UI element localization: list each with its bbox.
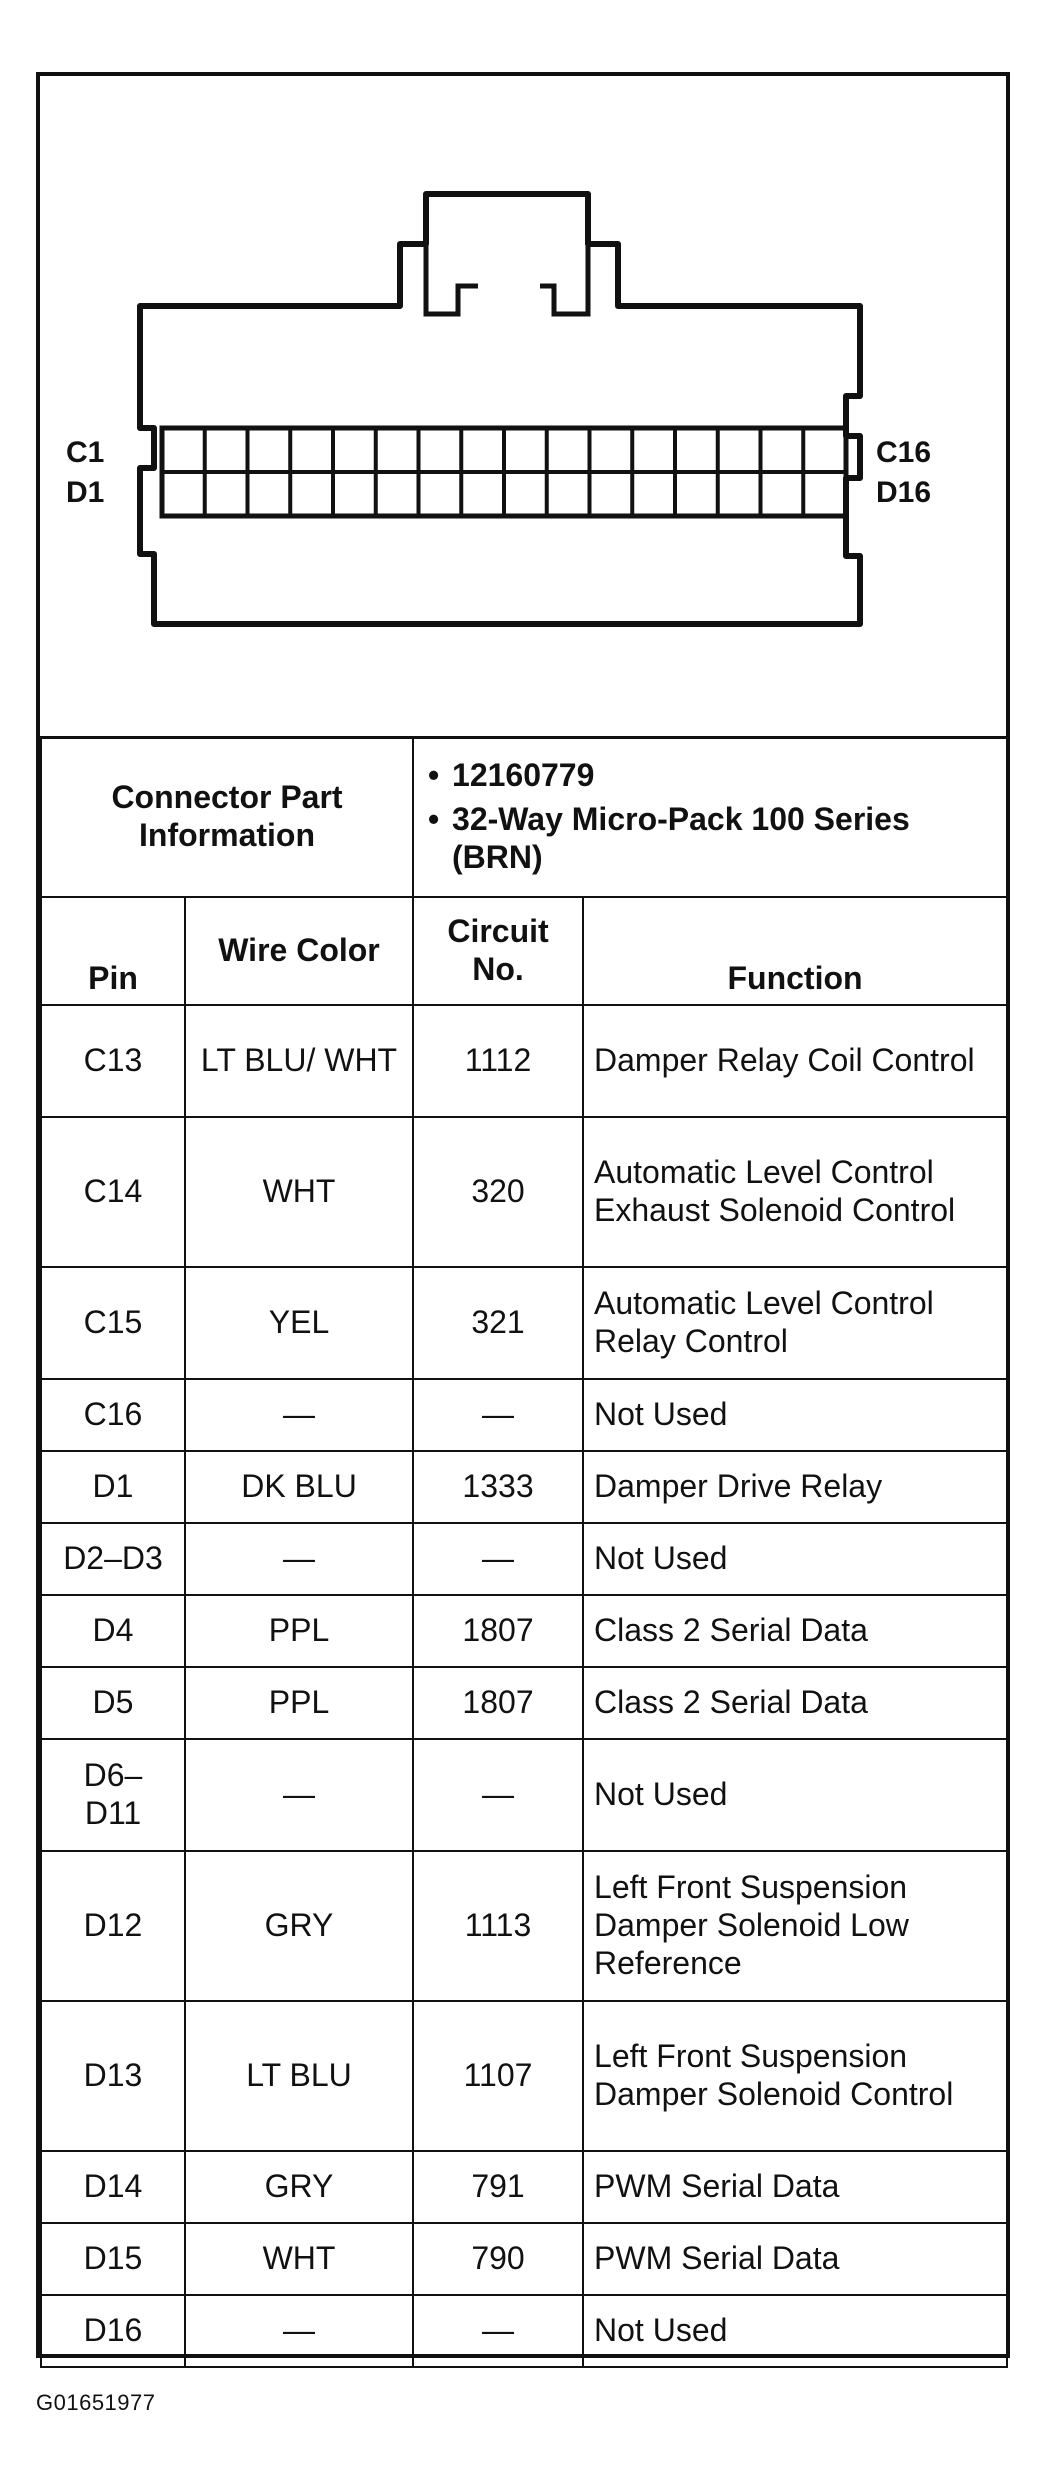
function-cell: Class 2 Serial Data — [583, 1667, 1007, 1739]
circuit-cell: 320 — [413, 1117, 583, 1267]
pin-cell: D5 — [41, 1667, 185, 1739]
circuit-cell: 791 — [413, 2151, 583, 2223]
header-pin: Pin — [41, 897, 185, 1005]
pin-label-d16: D16 — [876, 476, 932, 509]
wire-color-cell: GRY — [185, 1851, 413, 2001]
pin-cell: D13 — [41, 2001, 185, 2151]
table-row — [41, 1267, 1007, 1379]
wire-color-cell: — — [185, 2295, 413, 2367]
pin-cell: D2–D3 — [41, 1523, 185, 1595]
pin-cell: C15 — [41, 1267, 185, 1379]
latch-right — [540, 244, 588, 314]
table-row — [41, 1851, 1007, 2001]
table-row — [41, 1379, 1007, 1451]
wire-color-cell: — — [185, 1379, 413, 1451]
header-function: Function — [583, 897, 1007, 1005]
connector-diagram — [40, 76, 1006, 739]
wire-color-cell: LT BLU — [185, 2001, 413, 2151]
wire-color-cell: PPL — [185, 1595, 413, 1667]
header-wire-color: Wire Color — [185, 897, 413, 1005]
wire-color-cell: — — [185, 1739, 413, 1851]
latch-left — [426, 244, 478, 314]
table-row — [41, 1595, 1007, 1667]
function-cell: Not Used — [583, 1379, 1007, 1451]
pin-label-c16: C16 — [876, 436, 932, 469]
function-cell: Not Used — [583, 1523, 1007, 1595]
function-cell: Not Used — [583, 2295, 1007, 2367]
wire-color-cell: WHT — [185, 1117, 413, 1267]
circuit-cell: — — [413, 1523, 583, 1595]
pinout-table — [40, 736, 1008, 2368]
circuit-cell: 1113 — [413, 1851, 583, 2001]
wire-color-cell: LT BLU/ WHT — [185, 1005, 413, 1117]
table-row — [41, 1117, 1007, 1267]
part-info-item: • 12160779 — [424, 757, 996, 795]
table-row — [41, 2223, 1007, 2295]
table-row — [41, 1667, 1007, 1739]
circuit-cell: — — [413, 2295, 583, 2367]
circuit-cell: 1807 — [413, 1667, 583, 1739]
part-info-row — [41, 737, 1007, 897]
part-info-label: Connector Part Information — [41, 737, 413, 897]
pin-cell: D6– D11 — [41, 1739, 185, 1851]
function-cell: Left Front Suspension Damper Solenoid Control — [583, 2001, 1007, 2151]
pin-label-d1: D1 — [66, 476, 105, 509]
circuit-cell: 1807 — [413, 1595, 583, 1667]
circuit-cell: 321 — [413, 1267, 583, 1379]
pin-cell: D15 — [41, 2223, 185, 2295]
function-cell: Damper Drive Relay — [583, 1451, 1007, 1523]
function-cell: Automatic Level Control Relay Control — [583, 1267, 1007, 1379]
connector-housing — [140, 194, 860, 624]
circuit-cell: 1112 — [413, 1005, 583, 1117]
connector-sheet — [36, 72, 1010, 2358]
table-row — [41, 2295, 1007, 2367]
function-cell: Not Used — [583, 1739, 1007, 1851]
figure-id: G01651977 — [36, 2390, 156, 2415]
wire-color-cell: — — [185, 1523, 413, 1595]
table-row — [41, 2151, 1007, 2223]
pin-cell: C14 — [41, 1117, 185, 1267]
circuit-cell: 790 — [413, 2223, 583, 2295]
function-cell: PWM Serial Data — [583, 2151, 1007, 2223]
function-cell: Left Front Suspension Damper Solenoid Low Reference — [583, 1851, 1007, 2001]
wire-color-cell: GRY — [185, 2151, 413, 2223]
pin-cell: C13 — [41, 1005, 185, 1117]
pin-cell: C16 — [41, 1379, 185, 1451]
header-circuit: Circuit No. — [413, 897, 583, 1005]
wire-color-cell: WHT — [185, 2223, 413, 2295]
function-cell: Class 2 Serial Data — [583, 1595, 1007, 1667]
circuit-cell: — — [413, 1739, 583, 1851]
part-info-item: • 32-Way Micro-Pack 100 Series (BRN) — [424, 801, 996, 877]
pin-cell: D1 — [41, 1451, 185, 1523]
wire-color-cell: YEL — [185, 1267, 413, 1379]
table-row — [41, 1523, 1007, 1595]
table-row — [41, 2001, 1007, 2151]
pin-cell: D16 — [41, 2295, 185, 2367]
function-cell: PWM Serial Data — [583, 2223, 1007, 2295]
pin-cell: D14 — [41, 2151, 185, 2223]
part-info-list — [413, 737, 1007, 897]
pin-cell: D12 — [41, 1851, 185, 2001]
circuit-cell: 1107 — [413, 2001, 583, 2151]
header-row — [41, 897, 1007, 1005]
wire-color-cell: PPL — [185, 1667, 413, 1739]
wire-color-cell: DK BLU — [185, 1451, 413, 1523]
circuit-cell: 1333 — [413, 1451, 583, 1523]
pin-label-c1: C1 — [66, 436, 105, 469]
function-cell: Damper Relay Coil Control — [583, 1005, 1007, 1117]
table-row — [41, 1739, 1007, 1851]
function-cell: Automatic Level Control Exhaust Solenoid Control — [583, 1117, 1007, 1267]
pin-cell: D4 — [41, 1595, 185, 1667]
table-row — [41, 1451, 1007, 1523]
table-row — [41, 1005, 1007, 1117]
circuit-cell: — — [413, 1379, 583, 1451]
connector-outline-drawing — [40, 76, 1006, 736]
